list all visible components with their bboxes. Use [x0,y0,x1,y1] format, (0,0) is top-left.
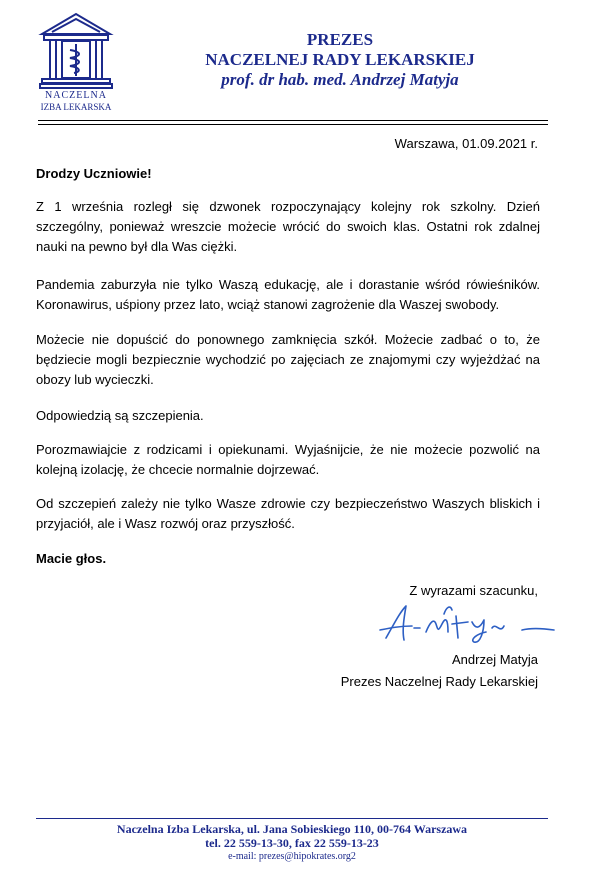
signer-name: Andrzej Matyja [452,652,538,667]
footer-divider [36,818,548,819]
letter-closing: Macie głos. [36,551,107,566]
footer-address: Naczelna Izba Lekarska, ul. Jana Sobieskiego 110, 00-764 Warszawa [116,822,468,836]
letter-date: Warszawa, 01.09.2021 r. [394,136,538,151]
letter-paragraph-6: Od szczepień zależy nie tylko Wasze zdrowie czy bezpieczeństwo Waszych bliskich i przyjaciół, ale i Wasz rozwój oraz przyszłość. [36,496,540,531]
handwritten-signature [372,598,562,650]
header-title: PREZES [306,30,374,49]
letter-paragraph-5: Porozmawiajcie z rodzicami i opiekunami. Wyjaśnijcie, że nie możecie pozwolić na kolejną izolację, że chcecie normalnie dojrzewać. [36,442,540,477]
letter-greeting: Drodzy Uczniowie! [36,166,152,181]
header-subtitle: NACZELNEJ RADY LEKARSKIEJ [205,50,475,69]
signer-title: Prezes Naczelnej Rady Lekarskiej [340,674,538,689]
building-emblem-icon [38,10,114,90]
letter-regards: Z wyrazami szacunku, [409,583,538,598]
header-divider-top [38,120,548,121]
letter-paragraph-4: Odpowiedzią są szczepienia. [36,408,204,423]
institution-logo [38,10,114,120]
logo-text-line1: NACZELNA [45,90,107,101]
header-name: prof. dr hab. med. Andrzej Matyja [221,70,459,89]
footer-phones: tel. 22 559-13-30, fax 22 559-13-23 [205,836,379,850]
footer-email: e-mail: prezes@hipokrates.org2 [228,851,356,862]
letter-paragraph-1: Z 1 września rozległ się dzwonek rozpoczynający kolejny rok szkolny. Dzień szczególny, ponieważ wreszcie możecie wrócić do swoich klas. Ostatni rok zdalnej nauki na pewno był dla Was ciężki. [36,199,540,254]
letter-paragraph-2: Pandemia zaburzyła nie tylko Waszą edukację, ale i dorastanie wśród rówieśników. Koronawirus, uśpiony przez lato, wciąż stanowi zagrożenie dla Waszej swobody. [36,277,540,312]
header-divider-bottom [38,124,548,125]
letter-paragraph-3: Możecie nie dopuścić do ponownego zamknięcia szkół. Możecie zadbać o to, że będziecie mogli bezpiecznie wychodzić po zajęciach ze znajomymi czy wyjeżdżać na obozy lub wycieczki. [36,332,540,387]
logo-text-line2: IZBA LEKARSKA [40,102,112,112]
